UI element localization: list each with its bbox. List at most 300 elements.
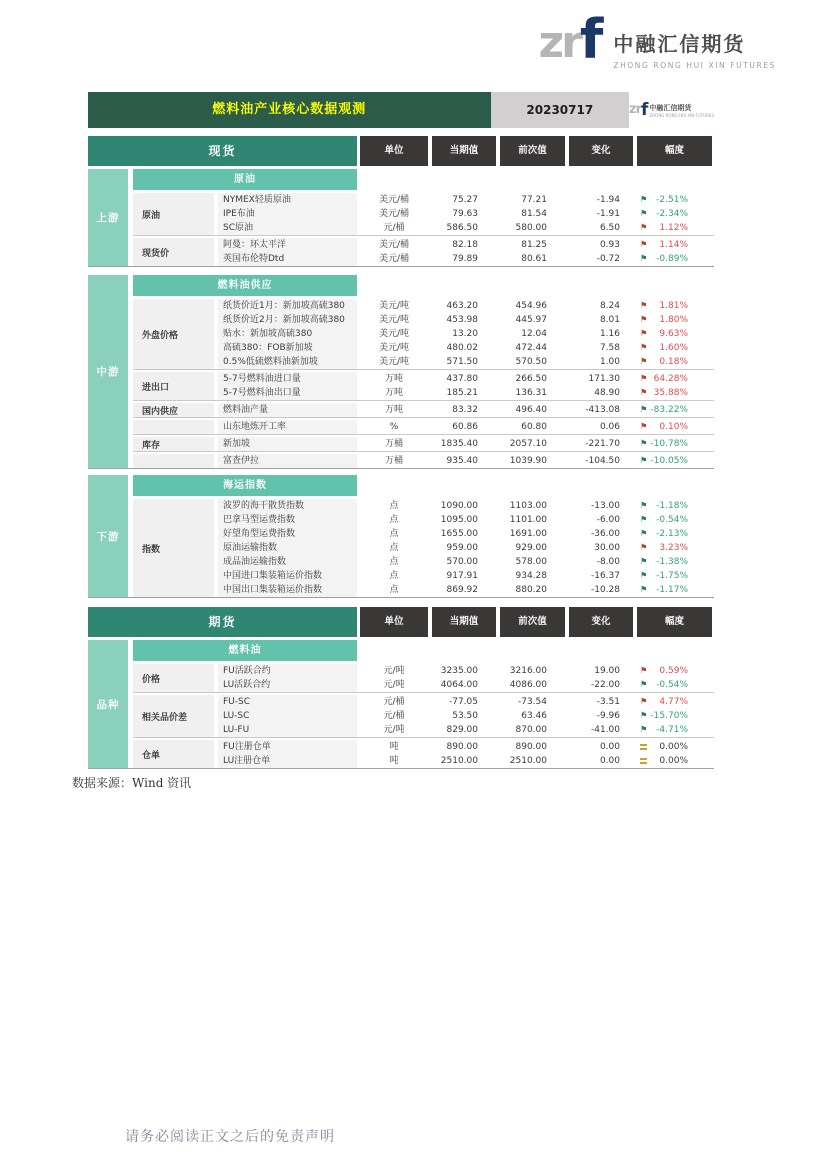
flag-down-icon: ⚑ xyxy=(640,585,648,595)
change-value: -10.28 xyxy=(590,585,620,595)
item-name: 富查伊拉 xyxy=(218,454,357,468)
previous-value: 1039.90 xyxy=(509,456,547,466)
rate-value: 1.80% xyxy=(659,315,688,325)
side-label-下游: 下游 xyxy=(88,475,128,597)
data-group xyxy=(133,193,714,236)
unit-cell: 点 xyxy=(389,543,399,553)
previous-value: 929.00 xyxy=(515,543,547,553)
current-value: 13.20 xyxy=(452,329,478,339)
rate-value: -0.54% xyxy=(656,515,688,525)
rate-cell xyxy=(637,386,712,400)
previous-value: 12.04 xyxy=(521,329,547,339)
rate-value: -4.71% xyxy=(656,725,688,735)
rate-cell xyxy=(637,341,712,355)
current-value: 1655.00 xyxy=(440,529,478,539)
data-report xyxy=(72,92,714,791)
previous-value: 880.20 xyxy=(515,585,547,595)
data-group xyxy=(133,499,714,597)
unit-cell: 点 xyxy=(389,515,399,525)
table-row xyxy=(218,569,714,583)
flag-up-icon: ⚑ xyxy=(640,240,648,250)
section-block xyxy=(88,275,714,469)
data-group xyxy=(133,695,714,738)
item-name: 5-7号燃料油出口量 xyxy=(218,386,357,400)
rate-value: 1.81% xyxy=(659,301,688,311)
rate-value: -1.18% xyxy=(656,501,688,511)
current-value: 935.40 xyxy=(446,456,478,466)
change-value: 7.58 xyxy=(599,343,620,353)
unit-cell: 美元/吨 xyxy=(378,301,410,311)
item-name: SC原油 xyxy=(218,221,357,235)
current-value: 83.32 xyxy=(452,405,478,415)
rate-value: 64.28% xyxy=(653,374,688,384)
change-value: -104.50 xyxy=(585,456,620,466)
previous-value: 870.00 xyxy=(515,725,547,735)
data-source-note: 数据来源：Wind 资讯 xyxy=(72,776,192,790)
column-header-row xyxy=(88,136,714,166)
data-group xyxy=(133,740,714,768)
table-row xyxy=(218,695,714,709)
column-header-change: 变化 xyxy=(569,607,633,637)
flag-up-icon: ⚑ xyxy=(640,329,648,339)
rate-cell xyxy=(637,709,712,723)
item-name: 贴水：新加坡高硫380 xyxy=(218,327,357,341)
item-name: FU-SC xyxy=(218,695,357,709)
item-name: 纸货价近2月：新加坡高硫380 xyxy=(218,313,357,327)
brand-mark xyxy=(538,8,604,71)
title-logo xyxy=(629,92,714,128)
brand-text xyxy=(613,28,776,70)
previous-value: 81.25 xyxy=(521,240,547,250)
section-part-label: 期货 xyxy=(88,607,357,637)
column-header-previous: 前次值 xyxy=(500,607,565,637)
rate-cell xyxy=(637,541,712,555)
flag-down-icon: ⚑ xyxy=(640,456,648,466)
subsection-header: 海运指数 xyxy=(133,475,357,496)
data-group xyxy=(133,664,714,693)
rate-cell xyxy=(637,569,712,583)
table-row xyxy=(218,723,714,737)
rate-cell xyxy=(637,313,712,327)
table-row xyxy=(218,541,714,555)
data-group xyxy=(133,420,714,435)
flat-dash-icon xyxy=(640,744,647,750)
item-name: 英国布伦特Dtd xyxy=(218,252,357,266)
rate-cell xyxy=(637,238,712,252)
group-rows xyxy=(218,454,714,468)
unit-cell: 美元/桶 xyxy=(378,195,410,205)
group-rows xyxy=(218,372,714,400)
table-row xyxy=(218,709,714,723)
previous-value: 3216.00 xyxy=(509,666,547,676)
unit-cell: 美元/吨 xyxy=(378,357,410,367)
unit-cell: 点 xyxy=(389,501,399,511)
group-label xyxy=(133,454,214,468)
disclaimer-footnote: 请务必阅读正文之后的免责声明 xyxy=(125,1129,335,1145)
unit-cell: 元/吨 xyxy=(383,680,405,690)
table-row xyxy=(218,207,714,221)
block-content xyxy=(133,275,714,468)
previous-value: -73.54 xyxy=(517,697,547,707)
unit-cell: 万桶 xyxy=(384,456,403,466)
rate-value: -0.54% xyxy=(656,680,688,690)
rate-value: -2.34% xyxy=(656,209,688,219)
item-name: FU活跃合约 xyxy=(218,664,357,678)
column-header-change: 变化 xyxy=(569,136,633,166)
rate-cell xyxy=(637,499,712,513)
current-value: 917.91 xyxy=(446,571,478,581)
rate-value: 0.10% xyxy=(659,422,688,432)
item-name: 中国出口集装箱运价指数 xyxy=(218,583,357,597)
column-header-rate: 幅度 xyxy=(637,607,712,637)
rate-value: 0.59% xyxy=(659,666,688,676)
item-name: LU-SC xyxy=(218,709,357,723)
item-name: 原油运输指数 xyxy=(218,541,357,555)
change-value: -3.51 xyxy=(596,697,620,707)
group-rows xyxy=(218,740,714,768)
brand-logo xyxy=(538,8,776,71)
previous-value: 445.97 xyxy=(515,315,547,325)
brand-name-cn: 中融汇信期货 xyxy=(613,32,746,56)
table-row xyxy=(218,341,714,355)
table-row xyxy=(218,372,714,386)
rate-cell xyxy=(637,723,712,737)
item-name: 0.5%低硫燃料油新加坡 xyxy=(218,355,357,369)
item-name: 高硫380：FOB新加坡 xyxy=(218,341,357,355)
rate-value: -1.75% xyxy=(656,571,688,581)
previous-value: 81.54 xyxy=(521,209,547,219)
rate-value: 1.12% xyxy=(659,223,688,233)
side-label-品种: 品种 xyxy=(88,640,128,768)
table-row xyxy=(218,437,714,451)
flag-down-icon: ⚑ xyxy=(640,405,648,415)
group-label: 仓单 xyxy=(133,740,214,768)
unit-cell: 点 xyxy=(389,585,399,595)
flag-down-icon: ⚑ xyxy=(640,529,648,539)
unit-cell: 元/桶 xyxy=(383,697,405,707)
current-value: 869.92 xyxy=(446,585,478,595)
flag-up-icon: ⚑ xyxy=(640,374,648,384)
previous-value: 454.96 xyxy=(515,301,547,311)
change-value: -36.00 xyxy=(590,529,620,539)
section-block xyxy=(88,640,714,769)
unit-cell: 美元/桶 xyxy=(378,209,410,219)
column-header-unit: 单位 xyxy=(360,607,428,637)
flag-down-icon: ⚑ xyxy=(640,254,648,264)
item-name: IPE布油 xyxy=(218,207,357,221)
rate-value: -2.13% xyxy=(656,529,688,539)
table-row xyxy=(218,499,714,513)
flag-up-icon: ⚑ xyxy=(640,315,648,325)
rate-value: 9.63% xyxy=(659,329,688,339)
mini-brand-name-cn: 中融汇信期货 xyxy=(649,103,692,112)
rate-cell xyxy=(637,327,712,341)
current-value: 959.00 xyxy=(446,543,478,553)
unit-cell: 美元/桶 xyxy=(378,254,410,264)
group-label: 外盘价格 xyxy=(133,299,214,369)
change-value: 8.01 xyxy=(599,315,620,325)
flag-down-icon: ⚑ xyxy=(640,725,648,735)
previous-value: 77.21 xyxy=(521,195,547,205)
current-value: 60.86 xyxy=(452,422,478,432)
column-header-current: 当期值 xyxy=(432,136,496,166)
rate-cell xyxy=(637,221,712,235)
flag-down-icon: ⚑ xyxy=(640,515,648,525)
rate-value: 0.00% xyxy=(659,742,688,752)
data-group xyxy=(133,437,714,452)
column-header-row xyxy=(88,607,714,637)
rate-cell xyxy=(637,527,712,541)
group-label: 相关品价差 xyxy=(133,695,214,737)
previous-value: 2057.10 xyxy=(509,439,547,449)
column-header-unit: 单位 xyxy=(360,136,428,166)
section-block xyxy=(88,475,714,598)
group-rows xyxy=(218,299,714,369)
change-value: -1.91 xyxy=(596,209,620,219)
item-name: LU活跃合约 xyxy=(218,678,357,692)
table-row xyxy=(218,299,714,313)
table-row xyxy=(218,664,714,678)
mini-brand-letter-blue: f xyxy=(641,100,649,120)
group-label: 原油 xyxy=(133,193,214,235)
change-value: -6.00 xyxy=(596,515,620,525)
current-value: 1095.00 xyxy=(440,515,478,525)
rate-value: -2.51% xyxy=(656,195,688,205)
current-value: 82.18 xyxy=(452,240,478,250)
flag-down-icon: ⚑ xyxy=(640,571,648,581)
rate-cell xyxy=(637,583,712,597)
flag-up-icon: ⚑ xyxy=(640,666,648,676)
current-value: 3235.00 xyxy=(440,666,478,676)
group-label: 进出口 xyxy=(133,372,214,400)
group-label: 价格 xyxy=(133,664,214,692)
title-bar xyxy=(88,92,714,128)
current-value: 586.50 xyxy=(446,223,478,233)
current-value: 79.89 xyxy=(452,254,478,264)
change-value: -22.00 xyxy=(590,680,620,690)
item-name: 好望角型运费指数 xyxy=(218,527,357,541)
group-label xyxy=(133,420,214,434)
flag-up-icon: ⚑ xyxy=(640,388,648,398)
flag-up-icon: ⚑ xyxy=(640,543,648,553)
current-value: 829.00 xyxy=(446,725,478,735)
rate-cell xyxy=(637,420,712,434)
item-name: 中国进口集装箱运价指数 xyxy=(218,569,357,583)
table-row xyxy=(218,403,714,417)
group-rows xyxy=(218,420,714,434)
group-label: 现货价 xyxy=(133,238,214,266)
current-value: 463.20 xyxy=(446,301,478,311)
change-value: 0.00 xyxy=(599,742,620,752)
flat-dash-icon xyxy=(640,758,647,764)
rate-value: -10.05% xyxy=(650,456,688,466)
table-row xyxy=(218,327,714,341)
current-value: 453.98 xyxy=(446,315,478,325)
previous-value: 1691.00 xyxy=(509,529,547,539)
item-name: 山东地炼开工率 xyxy=(218,420,357,434)
column-header-rate: 幅度 xyxy=(637,136,712,166)
change-value: -41.00 xyxy=(590,725,620,735)
report-body xyxy=(88,136,714,769)
current-value: 890.00 xyxy=(446,742,478,752)
block-content xyxy=(133,640,714,768)
rate-value: 4.77% xyxy=(659,697,688,707)
change-value: 48.90 xyxy=(594,388,620,398)
flag-down-icon: ⚑ xyxy=(640,680,648,690)
item-name: 阿曼：环太平洋 xyxy=(218,238,357,252)
side-label-上游: 上游 xyxy=(88,169,128,266)
column-header-current: 当期值 xyxy=(432,607,496,637)
table-row xyxy=(218,754,714,768)
data-group xyxy=(133,454,714,468)
group-rows xyxy=(218,664,714,692)
unit-cell: 万吨 xyxy=(384,374,403,384)
mini-brand-letters-gray: zr xyxy=(629,102,642,117)
group-rows xyxy=(218,695,714,737)
previous-value: 2510.00 xyxy=(509,756,547,766)
rate-value: 0.18% xyxy=(659,357,688,367)
item-name: LU注册仓单 xyxy=(218,754,357,768)
rate-value: 1.60% xyxy=(659,343,688,353)
rate-cell xyxy=(637,740,712,754)
report-date: 20230717 xyxy=(491,92,629,128)
data-group xyxy=(133,238,714,266)
rate-cell xyxy=(637,555,712,569)
rate-cell xyxy=(637,252,712,266)
group-rows xyxy=(218,403,714,417)
flag-down-icon: ⚑ xyxy=(640,209,648,219)
unit-cell: 美元/吨 xyxy=(378,329,410,339)
group-label: 国内供应 xyxy=(133,403,214,417)
previous-value: 63.46 xyxy=(521,711,547,721)
group-rows xyxy=(218,193,714,235)
unit-cell: 元/吨 xyxy=(383,666,405,676)
unit-cell: 元/吨 xyxy=(383,725,405,735)
item-name: 燃料油产量 xyxy=(218,403,357,417)
table-row xyxy=(218,555,714,569)
table-row xyxy=(218,355,714,369)
rate-value: 3.23% xyxy=(659,543,688,553)
previous-value: 136.31 xyxy=(515,388,547,398)
previous-value: 4086.00 xyxy=(509,680,547,690)
section-part-label: 现货 xyxy=(88,136,357,166)
flag-up-icon: ⚑ xyxy=(640,357,648,367)
previous-value: 570.50 xyxy=(515,357,547,367)
table-row xyxy=(218,238,714,252)
previous-value: 496.40 xyxy=(515,405,547,415)
group-rows xyxy=(218,499,714,597)
subsection-header: 燃料油 xyxy=(133,640,357,661)
current-value: 2510.00 xyxy=(440,756,478,766)
rate-cell xyxy=(637,207,712,221)
table-row xyxy=(218,513,714,527)
rate-value: 35.88% xyxy=(653,388,688,398)
previous-value: 80.61 xyxy=(521,254,547,264)
rate-cell xyxy=(637,372,712,386)
change-value: -13.00 xyxy=(590,501,620,511)
current-value: 480.02 xyxy=(446,343,478,353)
unit-cell: % xyxy=(389,422,399,432)
change-value: 19.00 xyxy=(594,666,620,676)
table-row xyxy=(218,386,714,400)
unit-cell: 美元/吨 xyxy=(378,315,410,325)
previous-value: 578.00 xyxy=(515,557,547,567)
item-name: 成品油运输指数 xyxy=(218,555,357,569)
flag-up-icon: ⚑ xyxy=(640,301,648,311)
flag-down-icon: ⚑ xyxy=(640,439,648,449)
rate-cell xyxy=(637,437,712,451)
unit-cell: 万吨 xyxy=(384,388,403,398)
current-value: 1835.40 xyxy=(440,439,478,449)
rate-cell xyxy=(637,355,712,369)
rate-value: -15.70% xyxy=(650,711,688,721)
table-row xyxy=(218,678,714,692)
item-name: FU注册仓单 xyxy=(218,740,357,754)
unit-cell: 美元/吨 xyxy=(378,343,410,353)
rate-value: -10.78% xyxy=(650,439,688,449)
previous-value: 934.28 xyxy=(515,571,547,581)
change-value: 171.30 xyxy=(588,374,620,384)
table-row xyxy=(218,221,714,235)
change-value: 0.00 xyxy=(599,756,620,766)
change-value: -221.70 xyxy=(585,439,620,449)
table-row xyxy=(218,313,714,327)
unit-cell: 美元/桶 xyxy=(378,240,410,250)
unit-cell: 吨 xyxy=(389,756,399,766)
rate-value: 1.14% xyxy=(659,240,688,250)
page-title: 燃料油产业核心数据观测 xyxy=(88,92,491,128)
brand-name-en: ZHONG RONG HUI XIN FUTURES xyxy=(613,61,776,70)
previous-value: 266.50 xyxy=(515,374,547,384)
previous-value: 890.00 xyxy=(515,742,547,752)
previous-value: 580.00 xyxy=(515,223,547,233)
flag-up-icon: ⚑ xyxy=(640,697,648,707)
item-name: 5-7号燃料油进口量 xyxy=(218,372,357,386)
section-block xyxy=(88,169,714,267)
current-value: 437.80 xyxy=(446,374,478,384)
table-row xyxy=(218,527,714,541)
side-label-中游: 中游 xyxy=(88,275,128,468)
rate-cell xyxy=(637,513,712,527)
item-name: 新加坡 xyxy=(218,437,357,451)
group-rows xyxy=(218,437,714,451)
mini-brand-text xyxy=(649,103,714,118)
change-value: 0.93 xyxy=(599,240,620,250)
subsection-header: 燃料油供应 xyxy=(133,275,357,296)
rate-value: -0.89% xyxy=(656,254,688,264)
flag-down-icon: ⚑ xyxy=(640,195,648,205)
data-group xyxy=(133,299,714,370)
flag-up-icon: ⚑ xyxy=(640,343,648,353)
item-name: LU-FU xyxy=(218,723,357,737)
brand-letter-blue: f xyxy=(579,8,604,71)
table-row xyxy=(218,193,714,207)
unit-cell: 万桶 xyxy=(384,439,403,449)
change-value: 8.24 xyxy=(599,301,620,311)
rate-value: -83.22% xyxy=(650,405,688,415)
group-label: 指数 xyxy=(133,499,214,597)
change-value: -9.96 xyxy=(596,711,620,721)
data-group xyxy=(133,372,714,401)
block-content xyxy=(133,169,714,266)
unit-cell: 点 xyxy=(389,529,399,539)
mini-brand-name-en: ZHONG RONG HUI XIN FUTURES xyxy=(649,112,714,118)
rate-cell xyxy=(637,664,712,678)
table-row xyxy=(218,583,714,597)
unit-cell: 吨 xyxy=(389,742,399,752)
previous-value: 472.44 xyxy=(515,343,547,353)
table-row xyxy=(218,740,714,754)
